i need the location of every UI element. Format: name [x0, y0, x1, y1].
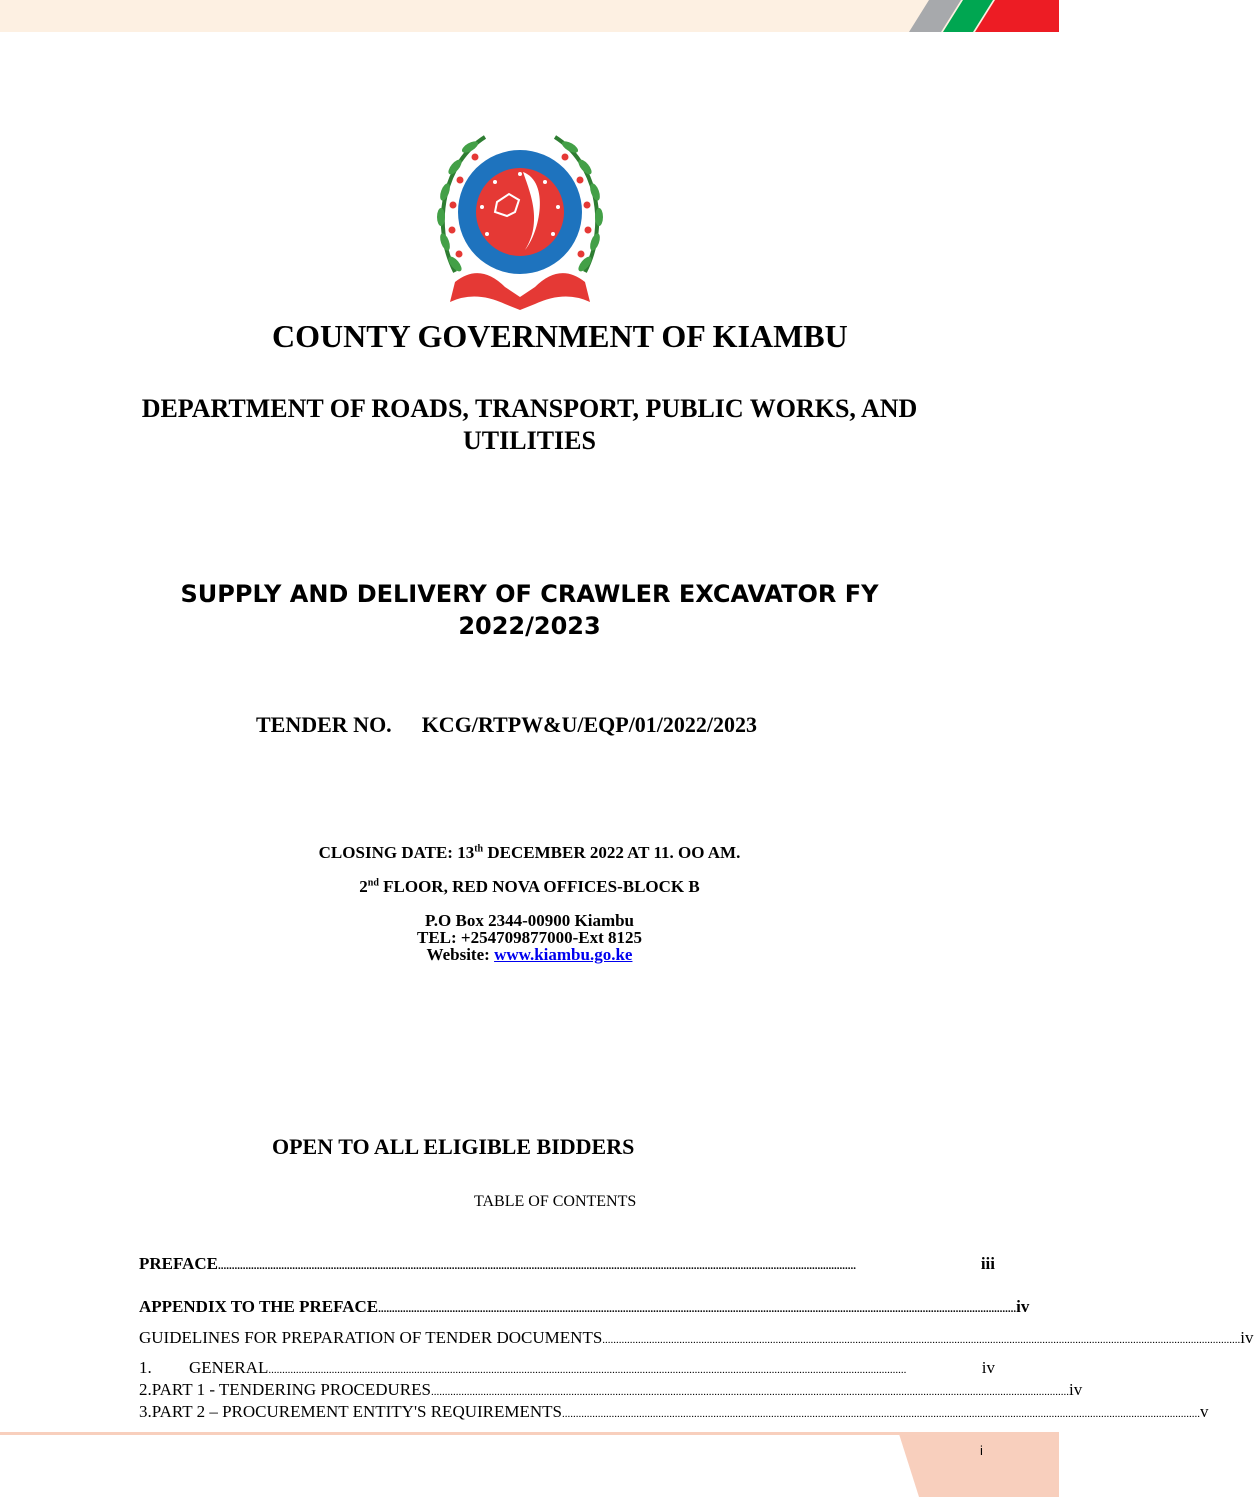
floor-suffix: FLOOR, RED NOVA OFFICES-BLOCK B	[378, 877, 700, 896]
website-line	[0, 946, 1059, 963]
toc-title: TABLE OF CONTENTS	[474, 1193, 637, 1210]
toc-entry[interactable]	[139, 1297, 1030, 1317]
department-line-1: DEPARTMENT OF ROADS, TRANSPORT, PUBLIC WORKS, AND	[141, 394, 918, 423]
toc-entry[interactable]	[139, 1380, 1083, 1400]
floor-prefix: 2	[359, 877, 368, 896]
subject-line-1: SUPPLY AND DELIVERY OF CRAWLER EXCAVATOR FY	[180, 580, 879, 608]
organization-title: COUNTY GOVERNMENT OF KIAMBU	[272, 318, 848, 354]
seal-center	[476, 168, 564, 256]
toc-entry[interactable]	[139, 1358, 995, 1378]
county-seal-icon	[425, 122, 615, 317]
website-link[interactable]: www.kiambu.go.ke	[494, 945, 633, 964]
toc-entry-number: 3.	[139, 1402, 152, 1421]
toc-entry[interactable]	[139, 1402, 1209, 1422]
toc-entry-label: PART 2 – PROCUREMENT ENTITY'S REQUIREMENTS	[151, 1402, 562, 1421]
ribbon-banner	[450, 273, 590, 310]
toc-leader-dots: ........................................................................................................................................................................................................................................	[562, 1408, 1200, 1420]
closing-date	[0, 843, 1059, 863]
department-line-2: UTILITIES	[463, 426, 596, 455]
toc-entry-page: iv	[1068, 1380, 1083, 1399]
toc-entry-number: 2.	[139, 1380, 152, 1399]
toc-entry-page: iii	[980, 1254, 995, 1273]
footer-tab-decoration	[899, 1434, 1059, 1497]
website-label: Website:	[426, 945, 495, 964]
toc-entry-page: iv	[1016, 1297, 1030, 1316]
toc-entry-label: GUIDELINES FOR PREPARATION OF TENDER DOCUMENTS	[139, 1328, 603, 1347]
header-stripes-decoration	[889, 0, 1059, 32]
tender-label: TENDER NO.	[256, 712, 392, 737]
toc-leader-dots: ........................................................................................................................................................................................................................................	[378, 1303, 1017, 1315]
toc-entry-page: iv	[1240, 1328, 1254, 1347]
toc-entry[interactable]	[139, 1254, 995, 1274]
toc-leader-dots: ........................................................................................................................................................................................................................................	[268, 1364, 907, 1376]
toc-leader-dots: ........................................................................................................................................................................................................................................	[430, 1386, 1069, 1398]
toc-entry-label: PREFACE	[139, 1254, 219, 1273]
contact-block	[0, 912, 1059, 963]
toc-entry-page: v	[1200, 1402, 1209, 1421]
toc-entry-label: PART 1 - TENDERING PROCEDURES	[151, 1380, 431, 1399]
department-title	[0, 393, 1059, 457]
toc-entry-number: 1.	[139, 1358, 152, 1377]
closing-date-suffix: DECEMBER 2022 AT 11. OO AM.	[483, 843, 741, 862]
floor-sup: nd	[367, 877, 379, 889]
toc-leader-dots: ........................................................................................................................................................................................................................................	[218, 1260, 857, 1272]
toc-entry-label: APPENDIX TO THE PREFACE	[139, 1297, 379, 1316]
tender-number: KCG/RTPW&U/EQP/01/2022/2023	[421, 712, 758, 737]
closing-date-prefix: CLOSING DATE: 13	[318, 843, 475, 862]
page-number: i	[980, 1443, 983, 1458]
toc-leader-dots: ........................................................................................................................................................................................................................................	[602, 1334, 1241, 1346]
toc-entry-page: iv	[981, 1358, 995, 1377]
closing-date-sup: th	[474, 843, 484, 855]
telephone: TEL: +254709877000-Ext 8125	[416, 928, 643, 947]
toc-entry[interactable]	[139, 1328, 1254, 1348]
tender-number-line	[256, 712, 856, 738]
open-notice: OPEN TO ALL ELIGIBLE BIDDERS	[272, 1134, 635, 1159]
office-location	[0, 877, 1059, 897]
tender-subject	[0, 578, 1059, 642]
po-box: P.O Box 2344-00900 Kiambu	[424, 911, 635, 930]
toc-entry-label: GENERAL	[189, 1358, 269, 1377]
subject-line-2: 2022/2023	[458, 612, 601, 640]
